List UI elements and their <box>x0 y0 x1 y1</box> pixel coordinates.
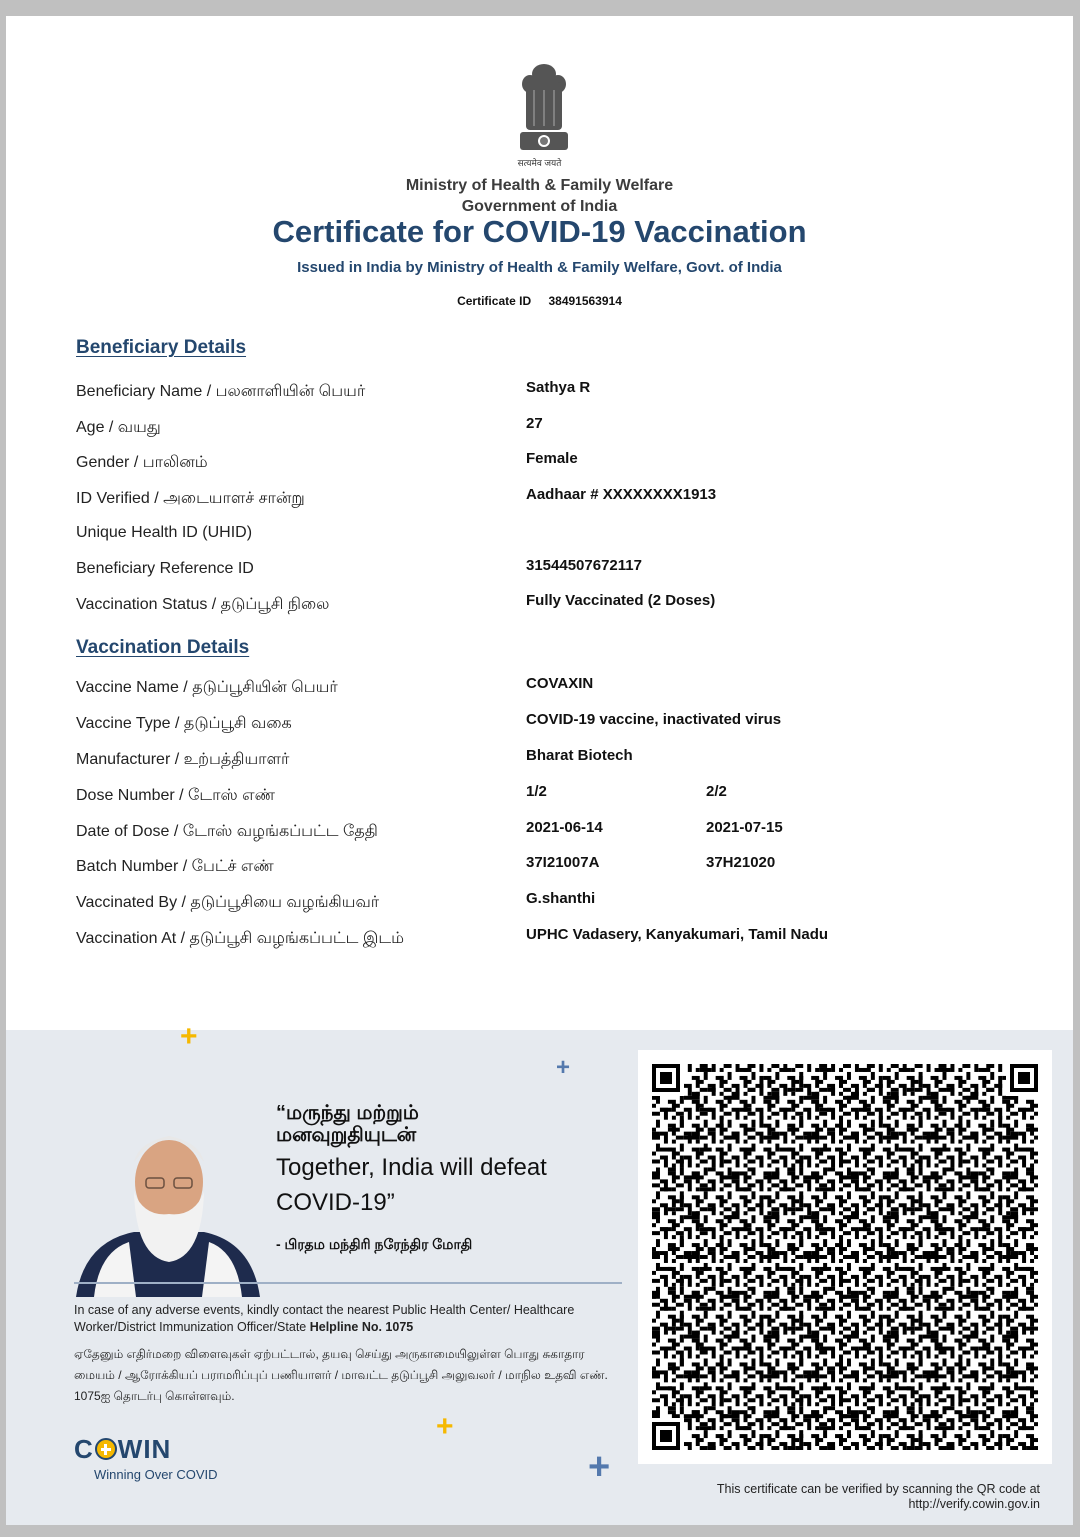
plus-decoration-icon: + <box>180 1020 198 1053</box>
row-value: G.shanthi <box>526 890 596 907</box>
row-value: 27 <box>526 415 543 432</box>
row-value: 1/2 <box>526 783 547 800</box>
row-label: Age / வயது <box>76 419 161 436</box>
row-label: Unique Health ID (UHID) <box>76 524 253 541</box>
vaccination-at-row <box>76 926 1036 959</box>
date-of-dose-row <box>76 819 1036 852</box>
cowin-tagline: Winning Over COVID <box>94 1467 218 1482</box>
national-emblem-icon <box>514 56 574 166</box>
uhid-row <box>76 524 1036 554</box>
id-verified-row <box>76 486 1036 519</box>
plus-circle-icon <box>95 1438 117 1460</box>
vaccination-status-row <box>76 592 1036 625</box>
cowin-wordmark <box>74 1434 218 1465</box>
certificate-id <box>6 294 1073 308</box>
verification-note <box>717 1482 1040 1512</box>
row-label: Batch Number / பேட்ச் எண் <box>76 858 274 875</box>
ministry-name <box>6 175 1073 217</box>
row-label: ID Verified / அடையாளச் சான்று <box>76 490 305 507</box>
vaccine-type-row <box>76 711 1036 744</box>
row-value: COVID-19 vaccine, inactivated virus <box>526 711 782 728</box>
cowin-win: WIN <box>117 1434 172 1464</box>
adverse-events-advice-ta: ஏதேனும் எதிர்மறை விளைவுகள் ஏற்பட்டால், தயவு செய்து அருகாமையிலுள்ள பொது சுகாதார மையம் / ஆரோக்கியப் பராமரிப்புப் பணியாளர் / மாவட்ட தடுப்பூசி அலுவலர் / மாநில உதவி எண். 1075ஐ தொடர்பு கொள்ளவும். <box>74 1347 608 1403</box>
qr-code-icon <box>652 1064 1038 1450</box>
plus-decoration-icon: + <box>588 1446 611 1488</box>
row-value: 37I21007A <box>526 854 600 871</box>
row-value: UPHC Vadasery, Kanyakumari, Tamil Nadu <box>526 926 829 943</box>
row-label: Vaccine Name / தடுப்பூசியின் பெயர் <box>76 679 338 696</box>
row-value-dose2: 2021-07-15 <box>706 819 783 836</box>
gender-row <box>76 450 1036 483</box>
row-value: Fully Vaccinated (2 Doses) <box>526 592 716 609</box>
beneficiary-details-heading: Beneficiary Details <box>76 337 247 358</box>
vaccination-details-heading: Vaccination Details <box>76 637 250 658</box>
certificate-id-value: 38491563914 <box>548 294 622 308</box>
row-label: Beneficiary Name / பலனாளியின் பெயர் <box>76 383 366 400</box>
vaccine-name-row <box>76 675 1036 708</box>
cowin-c: C <box>74 1434 94 1464</box>
quote-english: Together, India will defeat COVID-19” <box>276 1154 547 1216</box>
row-value-dose2: 37H21020 <box>706 854 776 871</box>
prime-minister-photo <box>74 1122 264 1297</box>
quote-tamil-line1: “மருந்து மற்றும் <box>276 1102 419 1124</box>
row-value-dose2: 2/2 <box>706 783 727 800</box>
row-label: Gender / பாலினம் <box>76 454 208 471</box>
helpline-number: Helpline No. 1075 <box>309 1320 414 1334</box>
row-value: Sathya R <box>526 379 591 396</box>
quote-attribution: - பிரதம மந்திரி நரேந்திர மோதி <box>276 1236 473 1252</box>
manufacturer-row <box>76 747 1036 780</box>
plus-decoration-icon: + <box>436 1410 454 1443</box>
row-value: Female <box>526 450 578 467</box>
row-label: Beneficiary Reference ID <box>76 560 254 577</box>
footer-panel <box>6 1020 1073 1525</box>
quote-tamil-line2: மனவுறுதியுடன் <box>276 1124 417 1146</box>
verify-text: This certificate can be verified by scanning the QR code at <box>716 1482 1040 1496</box>
ministry-line2: Government of India <box>461 198 618 215</box>
beneficiary-name-row <box>76 379 1036 412</box>
verify-url[interactable]: http://verify.cowin.gov.in <box>908 1497 1040 1511</box>
batch-number-row <box>76 854 1036 887</box>
certificate-subtitle: Issued in India by Ministry of Health & Family Welfare, Govt. of India <box>297 259 782 276</box>
row-value: Aadhaar # XXXXXXXX1913 <box>526 486 717 503</box>
certificate-page <box>6 16 1073 1525</box>
row-value: 2021-06-14 <box>526 819 603 836</box>
emblem-motto: सत्यमेव जयते <box>517 158 562 168</box>
pm-quote <box>276 1102 606 1255</box>
row-value: 31544507672117 <box>526 557 642 574</box>
row-label: Vaccinated By / தடுப்பூசியை வழங்கியவர் <box>76 894 380 911</box>
row-label: Vaccine Type / தடுப்பூசி வகை <box>76 715 292 732</box>
adverse-events-advice-en <box>74 1302 614 1336</box>
beneficiary-reference-id-row <box>76 557 1036 590</box>
row-label: Manufacturer / உற்பத்தியாளர் <box>76 751 290 768</box>
row-label: Dose Number / டோஸ் எண் <box>76 787 275 804</box>
age-row <box>76 415 1036 448</box>
row-label: Date of Dose / டோஸ் வழங்கப்பட்ட தேதி <box>76 823 378 840</box>
row-label: Vaccination At / தடுப்பூசி வழங்கப்பட்ட இடம் <box>76 930 404 947</box>
certificate-title: Certificate for COVID-19 Vaccination <box>272 214 807 249</box>
row-value: COVAXIN <box>526 675 594 692</box>
row-value: Bharat Biotech <box>526 747 633 764</box>
row-label: Vaccination Status / தடுப்பூசி நிலை <box>76 596 330 613</box>
qr-code <box>638 1050 1052 1464</box>
vaccinated-by-row <box>76 890 1036 923</box>
certificate-id-label: Certificate ID <box>457 294 532 308</box>
plus-decoration-icon: + <box>556 1054 571 1081</box>
ministry-line1: Ministry of Health & Family Welfare <box>405 177 674 194</box>
cowin-logo <box>74 1434 218 1482</box>
advice-text: In case of any adverse events, kindly contact the nearest Public Health Center/ Healthcare Worker/District Immunization Officer/State <box>74 1303 575 1334</box>
dose-number-row <box>76 783 1036 816</box>
divider <box>74 1282 622 1284</box>
